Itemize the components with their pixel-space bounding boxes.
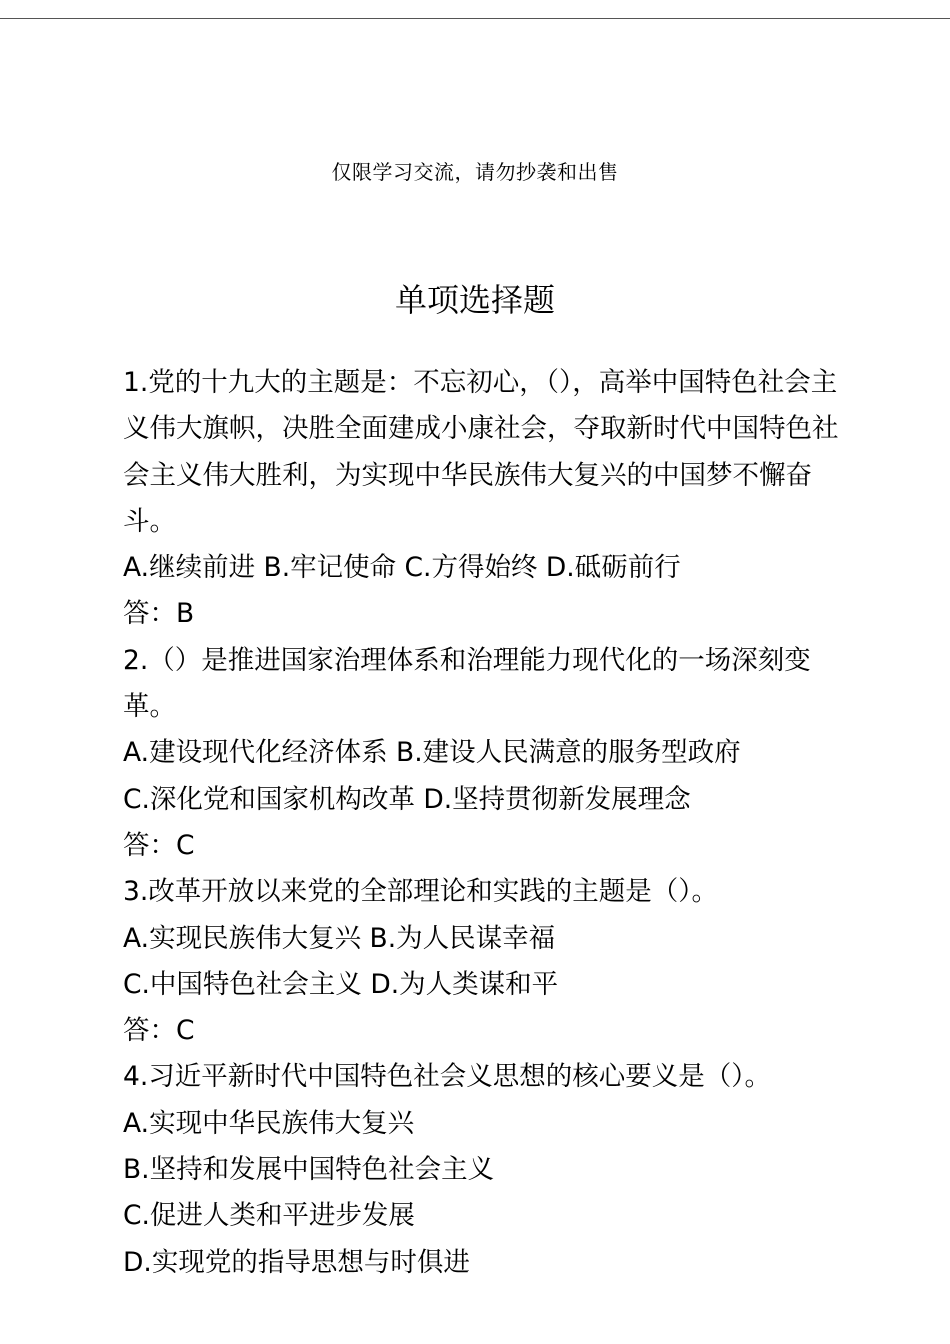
question-2-options-line2: C.深化党和国家机构改革 D.坚持贯彻新发展理念: [123, 783, 691, 815]
question-4-option-a: A.实现中华民族伟大复兴: [123, 1107, 415, 1139]
question-2-stem: 2.（）是推进国家治理体系和治理能力现代化的一场深刻变革。: [123, 644, 811, 723]
question-4-stem: 4.习近平新时代中国特色社会义思想的核心要义是（）。: [123, 1061, 772, 1093]
question-1-answer: 答：B: [123, 598, 195, 630]
question-2-options-line1: A.建设现代化经济体系 B.建设人民满意的服务型政府: [123, 737, 741, 769]
question-4-option-b: B.坚持和发展中国特色社会主义: [123, 1154, 495, 1186]
question-3-answer: 答：C: [123, 1015, 195, 1047]
question-3-options-line2: C.中国特色社会主义 D.为人类谋和平: [123, 968, 559, 1000]
question-4-option-d: D.实现党的指导思想与时俱进: [123, 1246, 470, 1278]
question-4-option-c: C.促进人类和平进步发展: [123, 1200, 415, 1232]
question-3-stem: 3.改革开放以来党的全部理论和实践的主题是（）。: [123, 876, 719, 908]
question-3-options-line1: A.实现民族伟大复兴 B.为人民谋幸福: [123, 922, 556, 954]
question-1-options: A.继续前进 B.牢记使命 C.方得始终 D.砥砺前行: [123, 552, 681, 584]
document-title: 单项选择题: [394, 281, 555, 319]
top-rule: [0, 18, 950, 19]
question-2-answer: 答：C: [123, 829, 195, 861]
header-note: 仅限学习交流，请勿抄袭和出售: [331, 160, 619, 184]
question-list: [123, 360, 843, 1286]
question-1-stem: 1.党的十九大的主题是：不忘初心，（），高举中国特色社会主义伟大旗帜，决胜全面建成小康社会，夺取新时代中国特色社会主义伟大胜利，为实现中华民族伟大复兴的中国梦不懈奋斗。: [123, 367, 839, 537]
